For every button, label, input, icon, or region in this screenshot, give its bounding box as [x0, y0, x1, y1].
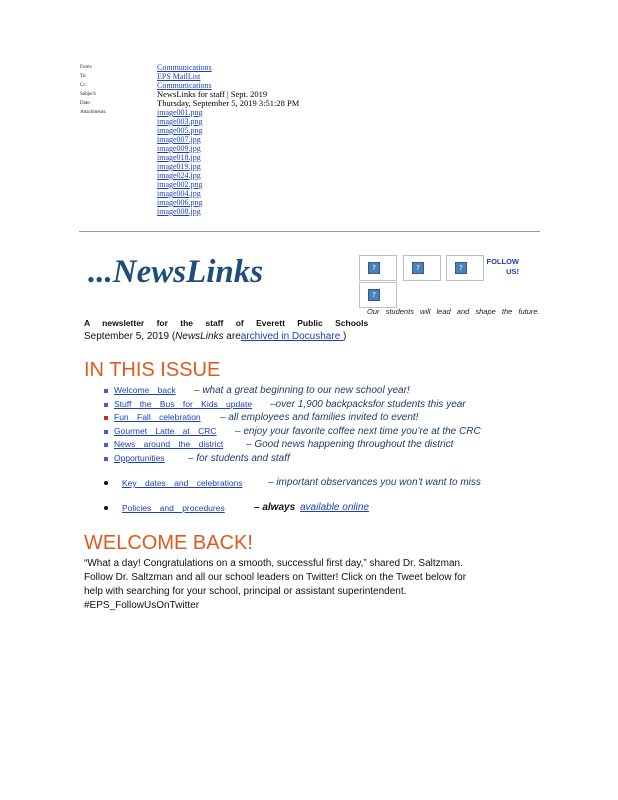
attachment-link[interactable]: image008.jpg	[157, 207, 201, 216]
toc-desc: – important observances you won’t want to miss	[268, 477, 481, 488]
attachment-link[interactable]: image002.png	[157, 180, 203, 189]
newslinks-name: NewsLinks	[175, 331, 224, 342]
cc-label: Cc:	[80, 83, 87, 88]
policies-online-link[interactable]: available online	[300, 502, 369, 513]
attachment-link[interactable]: image001.png	[157, 108, 203, 117]
broken-image-icon: ?	[368, 262, 380, 274]
toc-desc: – enjoy your favorite coffee next time you’re at the CRC	[235, 425, 481, 437]
newsletter-title: ...NewsLinks	[88, 254, 264, 290]
newsletter-subtitle: A newsletter for the staff of Everett Public Schools	[84, 318, 369, 328]
attachments-label: Attachments:	[80, 110, 107, 115]
welcome-body	[84, 557, 534, 613]
toc-link-news-around[interactable]: News around the district	[114, 439, 224, 449]
bullet-icon	[104, 481, 108, 485]
welcome-back-heading: WELCOME BACK!	[84, 532, 253, 554]
bullet-icon	[104, 430, 108, 434]
docushare-archive-link[interactable]: archived in Docushare	[240, 331, 344, 342]
attachment-link[interactable]: image019.jpg	[157, 162, 201, 171]
toc-desc: – Good news happening throughout the district	[246, 439, 454, 450]
broken-image-icon: ?	[455, 262, 467, 274]
date-value: Thursday, September 5, 2019 3:51:28 PM	[157, 98, 300, 108]
welcome-line: help with searching for your school, principal or assistant superintendent.	[84, 586, 407, 597]
in-this-issue-heading: IN THIS ISSUE	[84, 359, 221, 381]
toc-desc: – always	[254, 502, 296, 513]
from-label: From:	[80, 65, 93, 70]
subject-label: Subject:	[80, 92, 97, 97]
bullet-icon	[104, 457, 108, 461]
toc-link-gourmet-latte[interactable]: Gourmet Latte at CRC	[114, 425, 217, 436]
email-header	[80, 63, 299, 216]
attachment-list	[157, 108, 203, 216]
attachment-link[interactable]: image004.jpg	[157, 189, 201, 198]
toc-desc: – for students and staff	[188, 452, 290, 464]
toc-link-policies[interactable]: Policies and procedures	[122, 503, 225, 513]
welcome-line: Follow Dr. Saltzman and all our school leaders on Twitter! Click on the Tweet below for	[84, 572, 467, 583]
bullet-icon	[104, 403, 108, 407]
to-link[interactable]: EPS MailList	[157, 72, 201, 81]
toc-link-key-dates[interactable]: Key dates and celebrations	[122, 478, 243, 488]
attachment-link[interactable]: image009.jpg	[157, 144, 201, 153]
list-item	[104, 502, 544, 516]
bullet-icon	[104, 389, 108, 393]
broken-image-icon: ?	[368, 289, 380, 301]
bullet-icon	[104, 506, 108, 510]
cc-link[interactable]: Communications	[157, 81, 212, 90]
toc-desc: –over 1,900 backpacksfor students this year	[270, 398, 466, 410]
are-text: are	[223, 331, 241, 342]
social-image-placeholder[interactable]	[403, 255, 441, 281]
list-item	[104, 477, 544, 491]
attachment-link[interactable]: image005.png	[157, 126, 203, 135]
toc-link-fun-fall[interactable]: Fun Fall celebration	[114, 412, 201, 422]
header-divider	[79, 231, 540, 232]
hashtag: #EPS_FollowUsOnTwitter	[84, 600, 200, 611]
attachment-link[interactable]: image003.png	[157, 117, 203, 126]
attachment-link[interactable]: image006.png	[157, 198, 203, 207]
bullet-icon	[104, 443, 108, 447]
broken-image-icon: ?	[412, 262, 424, 274]
toc-desc: – what a great beginning to our new school year!	[194, 385, 410, 396]
attachment-link[interactable]: image018.jpg	[157, 153, 201, 162]
to-label: To:	[80, 74, 87, 79]
date-line	[84, 331, 346, 342]
bullet-icon	[104, 416, 108, 420]
welcome-line: “What a day! Congratulations on a smooth, successful first day,” shared Dr. Saltzman.	[84, 558, 463, 569]
toc-link-opportunities[interactable]: Opportunities	[114, 452, 165, 463]
follow-us-label: FOLLOW US!	[486, 257, 519, 276]
social-image-placeholder[interactable]	[446, 255, 484, 281]
date-text: September 5, 2019 (	[84, 331, 176, 342]
motto: Our students will lead and shape the future.	[367, 307, 540, 316]
close-paren: )	[343, 331, 347, 342]
from-link[interactable]: Communications	[157, 63, 212, 72]
social-image-placeholder[interactable]	[359, 255, 397, 281]
date-label: Date:	[80, 101, 91, 106]
toc-link-welcome[interactable]: Welcome back	[114, 385, 176, 395]
subject-value: NewsLinks for staff | Sept. 2019	[157, 89, 268, 99]
social-image-placeholder[interactable]	[359, 282, 397, 308]
toc-desc: – all employees and families invited to event!	[220, 412, 419, 423]
attachment-link[interactable]: image024.jpg	[157, 171, 201, 180]
attachment-link[interactable]: image007.jpg	[157, 135, 201, 144]
toc-link-stuff-the-bus[interactable]: Stuff the Bus for Kids update	[114, 398, 253, 409]
